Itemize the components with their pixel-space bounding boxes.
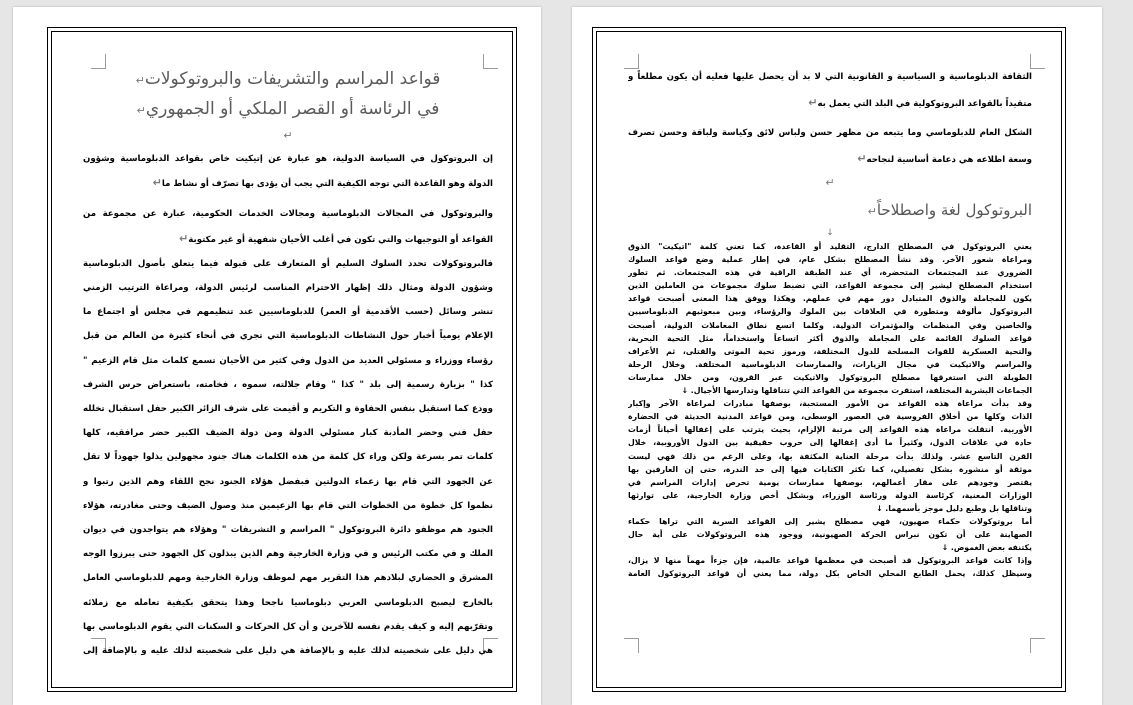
document-title <box>83 65 493 125</box>
text-line: نظموا كل خطوة من الخطوات التي قام بها الزعيمين منذ وصول الضيف وحتى مغادرته، هؤلاء <box>83 500 493 511</box>
paragraph <box>83 202 493 251</box>
text-line: والخاصين وفي المنظمات والمؤتمرات الدولية. وكلما اتسع نطاق المعاملات الدولية، أصبحت <box>628 320 1032 330</box>
paragraph-mark: ↵ <box>136 104 146 117</box>
text-line: القرن التاسع عشر. ولذلك بدأت مرحلة العناية المكثفة بها، وعلى الرغم من ذلك فهي ليست <box>628 451 1032 461</box>
text-line: وسعة اطلاعه هي دعامة أساسية لنجاحه↵ <box>857 152 1032 165</box>
text-line: فالبروتوكولات تحدد السلوك السليم أو المتعارف على قبوله فيما يتعلق بأصول الدبلوماسية <box>83 258 493 269</box>
text-line: والبروتوكول في المجالات الدبلوماسية ومجالات الخدمات الحكومية، عبارة عن مجموعة من <box>83 209 493 220</box>
text-line: والتحية العسكرية للقوات المسلحة للدول المختلفة، ورموز تحية الموتى والقتلى، ثم الأعراف <box>628 346 1032 356</box>
text-line: الوزارات المعنية، كرئاسة الدولة ورئاسة الوزراء، وبشكل أخص وزارة الخارجية، على توارثها <box>628 490 1032 500</box>
line-break-mark: ↓ <box>826 228 834 238</box>
body-text <box>628 240 1032 580</box>
crop-mark <box>1030 638 1045 653</box>
text-line: أما بروتوكولات حكماء صهيون، فهي مصطلح يشير إلى القواعد السرية التي تراها حكماء <box>628 516 1032 526</box>
text-line: الثقافة الدبلوماسية و السياسية و القانونية التي لا بد أن يحصل عليها فعليه أن يكون مطلعاً و <box>628 72 1032 82</box>
text-line: إن البروتوكول في السياسة الدولية، هو عبارة عن إتيكيت خاص بقواعد الدبلوماسية وشؤون <box>83 154 493 164</box>
text-line: وشؤون الدولة ومثال ذلك إظهار الاحترام المناسب لرئيس الدولة، ومراعاة الترتيب الزمني <box>83 283 493 294</box>
text-line: الطويلة التي استغرقها مصطلح البروتوكول والاتيكيت عبر القرون، ومن خلال ممارسات <box>628 372 1032 382</box>
text-line: موثقة أو منشورة بشكل تفصيلي، كما تكثر الكتابات فيها إلى حد الندرة، حتى إن العارفين بها <box>628 464 1032 474</box>
text-line: تنشر وسائل (حسب الأقدمية أو العمر) للدبلوماسيين عند تنظيمهم في مجلس أو اجتماع ما <box>83 307 493 318</box>
page-content <box>628 65 1032 580</box>
text-line: والمراسم والاتيكيت في مجال الزيارات، والممارسات الدبلوماسية المختلفة. وخلال الرحلة <box>628 359 1032 369</box>
text-line: الذات وكلها من أخلاق الفروسية في العصور الوسطى، ومن قواعد المدنية الحديثة في الحضارة <box>628 412 1032 422</box>
paragraph-mark: ↵ <box>135 74 145 87</box>
text-line: الأوربية. انتقلت مراعاة هذه القواعد إلى مرتبة الإلزام، بحيث يترتب على إغفالها أحياناً أزمات <box>628 425 1032 435</box>
empty-paragraph-mark: ↵ <box>825 176 835 189</box>
text-line: الجنود هم موظفو دائرة البروتوكول " المراسم و التشريفات " وهؤلاء هم يتواجدون في ديوان <box>83 525 493 536</box>
text-line: وإذا كانت قواعد البروتوكول قد أصبحت في معظمها قواعد عالمية، فإن جزءاً مهماً منها لا يزال، <box>628 556 1032 566</box>
text-line: بالخارج ليصبح الدبلوماسي العربي دبلوماسيا ناجحا وهذا يتحقق بكيفية تعامله مع زملائه <box>83 597 493 608</box>
text-line: الملك و في مكتب الرئيس و في وزارة الخارجية وهم الذين يبذلون كل الجهود حتى يبرزوا الوجه <box>83 549 493 560</box>
text-line: استخدام المصطلح ليشير إلى مجموعة القواعد، التي تضبط سلوك مجموعات من العاملين الذين <box>628 281 1032 291</box>
text-line: حفل فني وحضر المأدبة كبار مسئولي الدولة ومن دولة الضيف الكبير حضر مرافقيه، كلها <box>83 428 493 439</box>
text-line: يعني البروتوكول في المصطلح الدارج، التقليد أو القاعدة، كما تعني كلمة "اتيكيت" الذوق <box>628 242 1032 251</box>
text-line: يقتصر وجودهم على مقار أعمالهم، بوصفها ممارسات يومية تحرص إدارات المراسم في <box>628 477 1032 487</box>
paragraph <box>628 121 1032 173</box>
text-line: البروتوكول مألوفة ومتطورة في العلاقات بين الملوك والرؤساء، وبين مبعوثيهم الدبلوماسيين <box>628 307 1032 317</box>
text-line: الصهاينة على أن تكون نبراس الحركة الصهيونية، ووجود هذه البروتوكولات على أية حال <box>628 530 1032 540</box>
paragraph <box>83 252 493 663</box>
section-heading: البروتوكول لغة واصطلاحاً↵ <box>867 201 1032 219</box>
text-line: كذا " بزيارة رسمية إلى بلد " كذا " وقام جلالته، سموه ، فخامته، باستعراض حرس الشرف <box>83 379 493 390</box>
text-line: الإعلام يومياً أخبار حول النشاطات الدبلوماسية التي تجري في أنحاء كثيرة من العالم من قبل <box>83 331 493 342</box>
text-line: هي دليل على شخصيته لذلك عليه و بالإضافة هي دليل على شخصيته لذلك عليه و بالإضافة إلى <box>83 646 493 657</box>
crop-mark <box>1030 54 1045 69</box>
paragraph <box>83 147 493 196</box>
document-page-right <box>572 7 1102 705</box>
text-line: يكون للمجاملة والذوق المتبادل دور مهم في عملهم. وهكذا ووفق هذا المعنى أصبحت قواعد <box>628 294 1032 304</box>
text-line: وتقرّبهم إليه و كيف يقدم نفسه للآخرين و أن كل الحركات و السكنات التي يقوم الدبلوماسي بها <box>83 621 493 632</box>
paragraph-mark: ↵ <box>867 205 877 218</box>
text-line: كلمات تمر بسرعة ولكن وراء كل كلمة من هذه الكلمات هناك جنود مجهولين يذلوا جهوداً لا تقل <box>83 452 493 463</box>
crop-mark <box>624 638 639 653</box>
paragraph-mark: ↵ <box>152 176 162 190</box>
paragraph-mark: ↵ <box>808 96 818 109</box>
text-line: الشكل العام للدبلوماسي وما يتبعه من مظهر حسن ولباس لائق وكياسة ولباقة وحسن تصرف <box>628 128 1032 138</box>
paragraph <box>628 65 1032 117</box>
text-line: متقيداً بالقواعد البروتوكولية في البلد التي يعمل به↵ <box>808 96 1032 109</box>
text-line: الجماعات البشرية المختلفة، استقرت مجموعة من القواعد التي تتناقلها وتدارسها الأجيال. ↓ <box>681 386 1032 396</box>
text-line: القواعد أو التوجيهات والتي تكون في أغلب الأحيان شفهية أو غير مكتوبة↵ <box>179 231 493 245</box>
title-line-2: في الرئاسة أو القصر الملكي أو الجمهوري <box>145 99 440 119</box>
text-line: عن الجهود التي قام بها زعماء الدولتين فبفضل هؤلاء الجنود نجح اللقاء وهم الذين رتبوا و <box>83 476 493 487</box>
text-line: المشرق و الحضاري لبلادهم هذا التقرير مهم لموظف وزارة الخارجية ومهم للدبلوماسي العامل <box>83 573 493 584</box>
text-line: وقد بدأت مراعاة هذه القواعد من الأمور المستحبة، بوصفها مبادرات لمراعاة الآخر وإكبار <box>628 399 1032 409</box>
page-content <box>83 65 493 663</box>
text-line: حادة في علاقات الدول، وكثيراً ما أدى إغفالها إلى حروب حقيقية بين الدول الأوروبية، خلال <box>628 438 1032 448</box>
empty-paragraph-mark: ↵ <box>283 129 293 142</box>
text-line: رؤساء ووزراء و مسئولي العديد من الدول وفي كثير من الأحيان تسمع كلمات مثل قام الزعيم " <box>83 355 493 366</box>
text-line: قواعد السلوك القائمة على المجاملة والذوق أكثر اتساعاً واستخداماً، مثل التحية البحرية، <box>628 333 1032 343</box>
title-line-1: قواعد المراسم والتشريفات والبروتوكولات <box>144 69 441 89</box>
text-line: ومراعاة شعور الآخر. وقد نشأ المصطلح بشكل عام، في إطار عملية وضع قواعد السلوك <box>628 255 1032 265</box>
text-line: وودع كما استقبل بنفس الحفاوة و التكريم و أقيمت على شرف الزائر الكبير حفل استقبال تخلله <box>83 404 493 415</box>
paragraph-mark: ↵ <box>857 152 867 165</box>
text-line: وتناقلها بل وطبع دليل موجز بأسمهما. ↓ <box>876 503 1032 513</box>
text-line: الدولة وهو القاعدة التي توجه الكيفية التي يجب أن يؤدى بها تصرّف أو نشاط ما↵ <box>152 176 493 190</box>
text-line: يكتنفه بعض الغموض. ↓ <box>941 543 1032 553</box>
document-page-left <box>13 7 541 705</box>
text-line: الضروري عند المجتمعات المتحضرة، أي عند الطبقة الراقية في هذه المجتمعات. ثم تطور <box>628 268 1032 278</box>
text-line: وسيظل كذلك، يحمل الطابع المحلي الخاص بكل دولة، مما يعني أن قواعد البروتوكول العامة <box>628 569 1032 579</box>
paragraph-mark: ↵ <box>179 231 189 245</box>
